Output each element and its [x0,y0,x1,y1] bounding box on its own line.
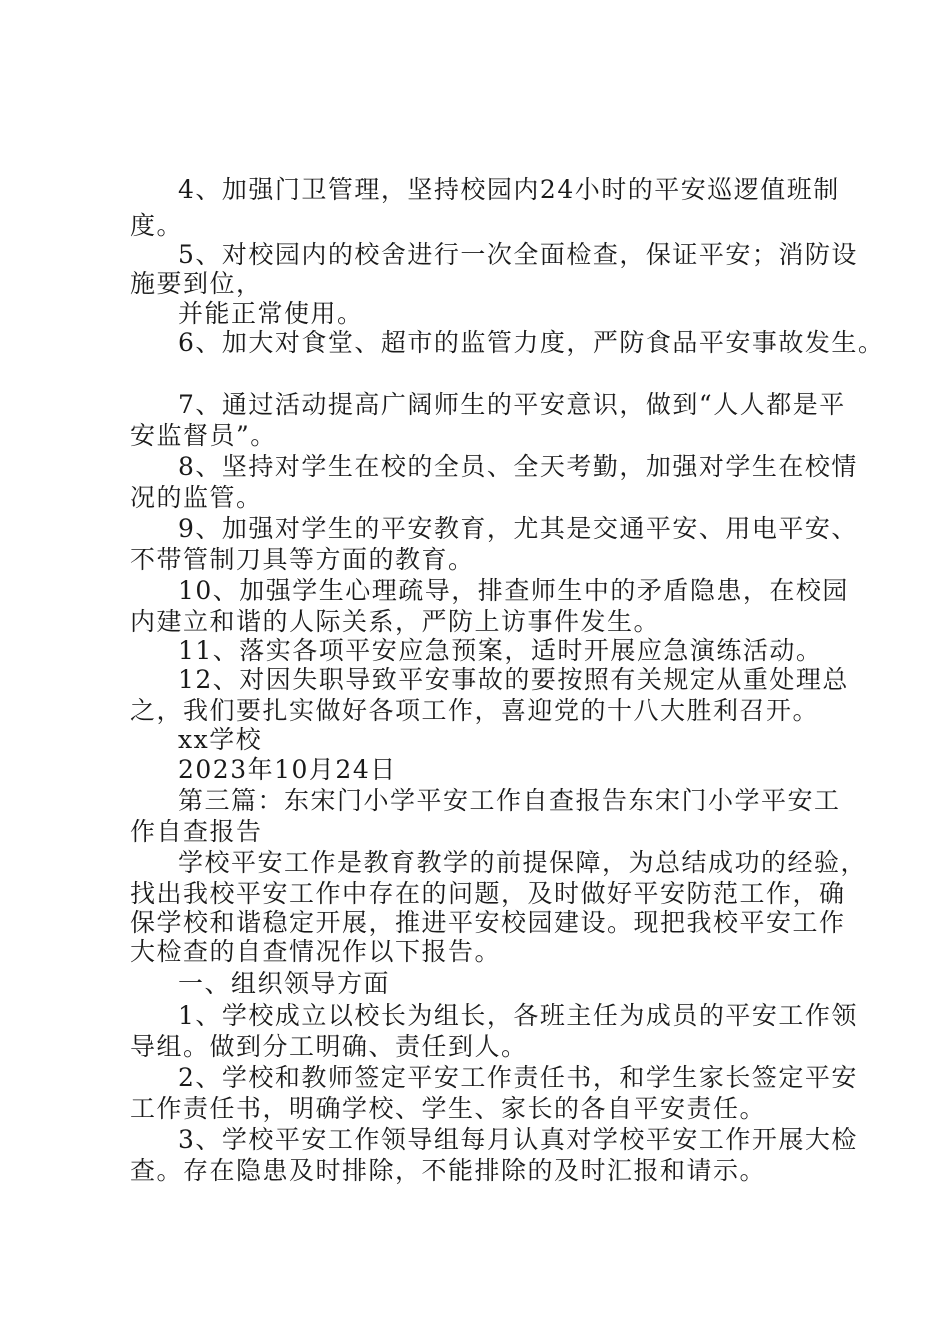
text-line: 施要到位， [130,269,263,298]
text-line: 导组。做到分工明确、责任到人。 [130,1032,528,1061]
text-line: 之，我们要扎实做好各项工作，喜迎党的十八大胜利召开。 [130,696,820,725]
text-line: 内建立和谐的人际关系，严防上访事件发生。 [130,607,661,636]
text-line: 况的监管。 [130,483,263,512]
text-line: 大检查的自查情况作以下报告。 [130,937,502,966]
text-line: 查。存在隐患及时排除，不能排除的及时汇报和请示。 [130,1156,767,1185]
text-line: 4、加强门卫管理，坚持校园内24小时的平安巡逻值班制 [178,175,840,204]
text-line: 找出我校平安工作中存在的问题，及时做好平安防范工作，确 [130,879,846,908]
text-line: 1、学校成立以校长为组长，各班主任为成员的平安工作领 [178,1001,858,1030]
text-line: 保学校和谐稳定开展，推进平安校园建设。现把我校平安工作 [130,908,846,937]
text-line: 6、加大对食堂、超市的监管力度，严防食品平安事故发生。 [178,328,885,357]
text-line: 2、学校和教师签定平安工作责任书，和学生家长签定平安 [178,1063,858,1092]
text-line: 并能正常使用。 [178,299,364,328]
text-line: 作自查报告 [130,817,263,846]
text-line: 第三篇：东宋门小学平安工作自查报告东宋门小学平安工 [178,786,841,815]
section-heading: 一、组织领导方面 [178,969,391,998]
text-line: 2023年10月24日 [178,755,397,784]
text-line: 3、学校平安工作领导组每月认真对学校平安工作开展大检 [178,1125,858,1154]
text-line: xx学校 [178,725,263,754]
text-line: 5、对校园内的校舍进行一次全面检查，保证平安；消防设 [178,240,858,269]
text-line: 10、加强学生心理疏导，排查师生中的矛盾隐患，在校园 [178,576,849,605]
text-line: 度。 [130,211,184,240]
text-line: 9、加强对学生的平安教育，尤其是交通平安、用电平安、 [178,514,858,543]
text-line: 8、坚持对学生在校的全员、全天考勤，加强对学生在校情 [178,452,858,481]
text-line: 7、通过活动提高广阔师生的平安意识，做到“人人都是平 [178,390,846,419]
text-line: 12、对因失职导致平安事故的要按照有关规定从重处理总 [178,665,849,694]
text-line: 安监督员”。 [130,421,277,450]
text-line: 11、落实各项平安应急预案，适时开展应急演练活动。 [178,636,823,665]
text-line: 学校平安工作是教育教学的前提保障，为总结成功的经验， [178,848,868,877]
text-line: 工作责任书，明确学校、学生、家长的各自平安责任。 [130,1094,767,1123]
text-line: 不带管制刀具等方面的教育。 [130,545,475,574]
